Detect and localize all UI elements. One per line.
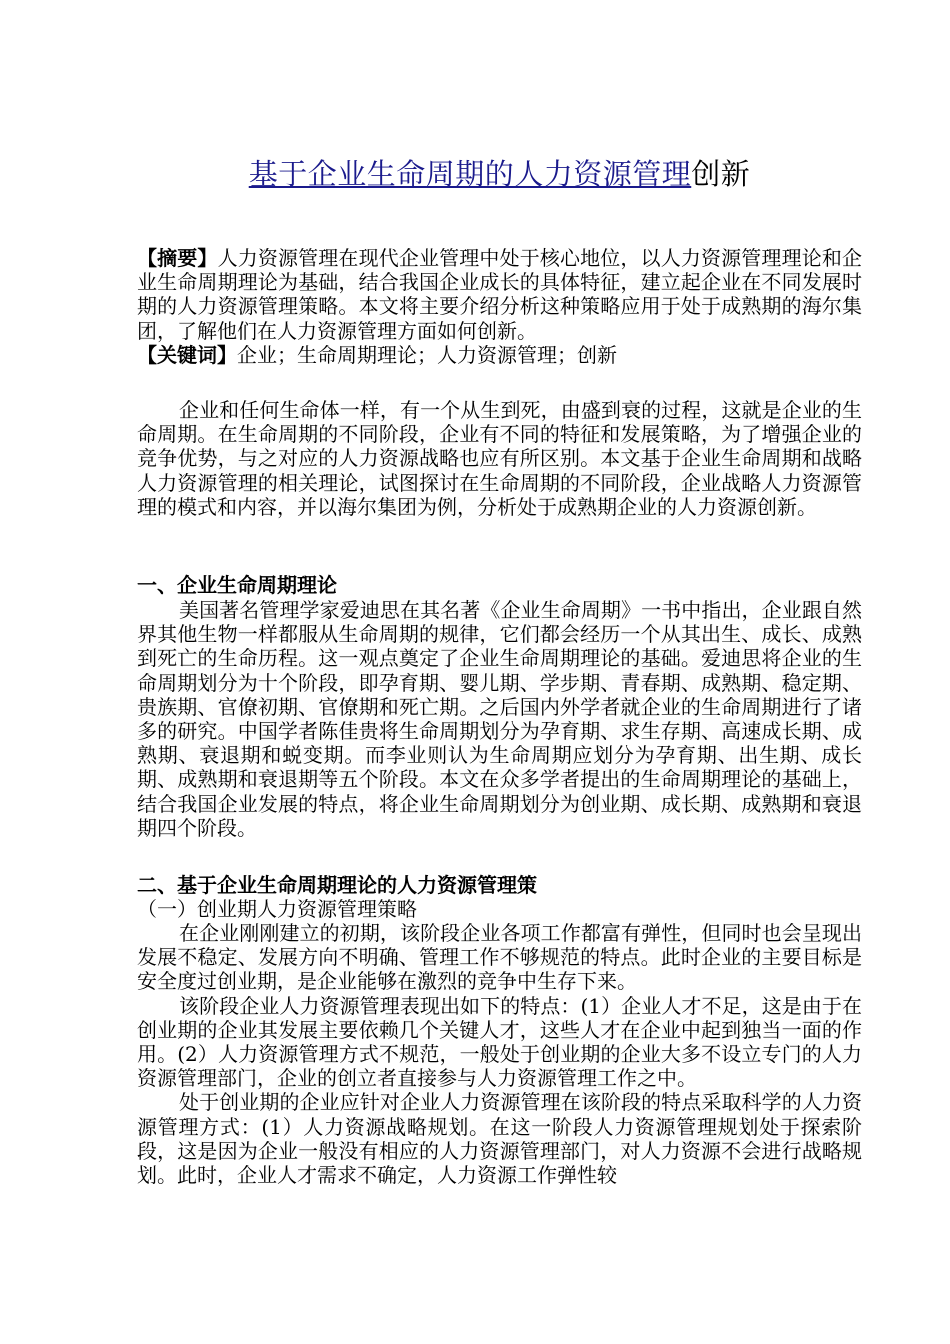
abstract-label: 【摘要】 — [137, 246, 218, 270]
abstract-block — [137, 246, 862, 367]
section2-paragraph-1: 在企业刚刚建立的初期，该阶段企业各项工作都富有弹性，但同时也会呈现出发展不稳定、发展方向不明确、管理工作不够规范的特点。此时企业的主要目标是安全度过创业期，是企业能够在激烈的竞争中生存下来。 — [137, 921, 862, 994]
abstract-text: 人力资源管理在现代企业管理中处于核心地位，以人力资源管理理论和企业生命周期理论为基础，结合我国企业成长的具体特征，建立起企业在不同发展时期的人力资源管理策略。本文将主要介绍分析这种策略应用于处于成熟期的海尔集团，了解他们在人力资源管理方面如何创新。 — [137, 246, 863, 343]
title-rest: 创新 — [691, 157, 751, 191]
document-title — [137, 156, 862, 192]
intro-paragraph: 企业和任何生命体一样，有一个从生到死，由盛到衰的过程，这就是企业的生命周期。在生命周期的不同阶段，企业有不同的特征和发展策略，为了增强企业的竞争优势，与之对应的人力资源战略也应有所区别。本文基于企业生命周期和战略人力资源管理的相关理论，试图探讨在生命周期的不同阶段，企业战略人力资源管理的模式和内容，并以海尔集团为例，分析处于成熟期企业的人力资源创新。 — [137, 398, 862, 519]
section1-paragraph: 美国著名管理学家爱迪思在其名著《企业生命周期》一书中指出，企业跟自然界其他生物一样都服从生命周期的规律，它们都会经历一个从其出生、成长、成熟到死亡的生命历程。这一观点奠定了企业生命周期理论的基础。爱迪思将企业的生命周期划分为十个阶段，即孕育期、婴儿期、学步期、青春期、成熟期、稳定期、贵族期、官僚初期、官僚期和死亡期。之后国内外学者就企业的生命周期进行了诸多的研究。中国学者陈佳贵将生命周期划分为孕育期、求生存期、高速成长期、成熟期、衰退期和蜕变期。而李业则认为生命周期应划分为孕育期、出生期、成长期、成熟期和衰退期等五个阶段。本文在众多学者提出的生命周期理论的基础上，结合我国企业发展的特点，将企业生命周期划分为创业期、成长期、成熟期和衰退期四个阶段。 — [137, 598, 862, 840]
title-link[interactable]: 基于企业生命周期的人力资源管理 — [248, 157, 692, 191]
keywords-label: 【关键词】 — [137, 342, 237, 367]
section2-paragraph-2: 该阶段企业人力资源管理表现出如下的特点：(1）企业人才不足，这是由于在创业期的企业其发展主要依赖几个关键人才，这些人才在企业中起到独当一面的作用。(2）人力资源管理方式不规范，一般处于创业期的企业大多不设立专门的人力资源管理部门，企业的创立者直接参与人力资源管理工作之中。 — [137, 993, 862, 1091]
keywords-text: 企业；生命周期理论；人力资源管理；创新 — [237, 342, 617, 367]
intro-block — [137, 398, 862, 519]
section1-heading: 一、企业生命周期理论 — [137, 573, 337, 597]
section2-subheading: （一）创业期人力资源管理策略 — [137, 897, 417, 921]
section2-paragraph-3: 处于创业期的企业应针对企业人力资源管理在该阶段的特点采取科学的人力资源管理方式：(1）人力资源战略规划。在这一阶段人力资源管理规划处于探索阶段，这是因为企业一般没有相应的人力资源管理部门，对人力资源不会进行战略规划。此时，企业人才需求不确定，人力资源工作弹性较 — [137, 1090, 862, 1188]
section1-body — [137, 598, 862, 840]
section2-heading: 二、基于企业生命周期理论的人力资源管理策 — [137, 873, 537, 897]
section2-body — [137, 921, 862, 1187]
keywords-paragraph — [137, 343, 862, 367]
abstract-paragraph — [137, 246, 862, 343]
